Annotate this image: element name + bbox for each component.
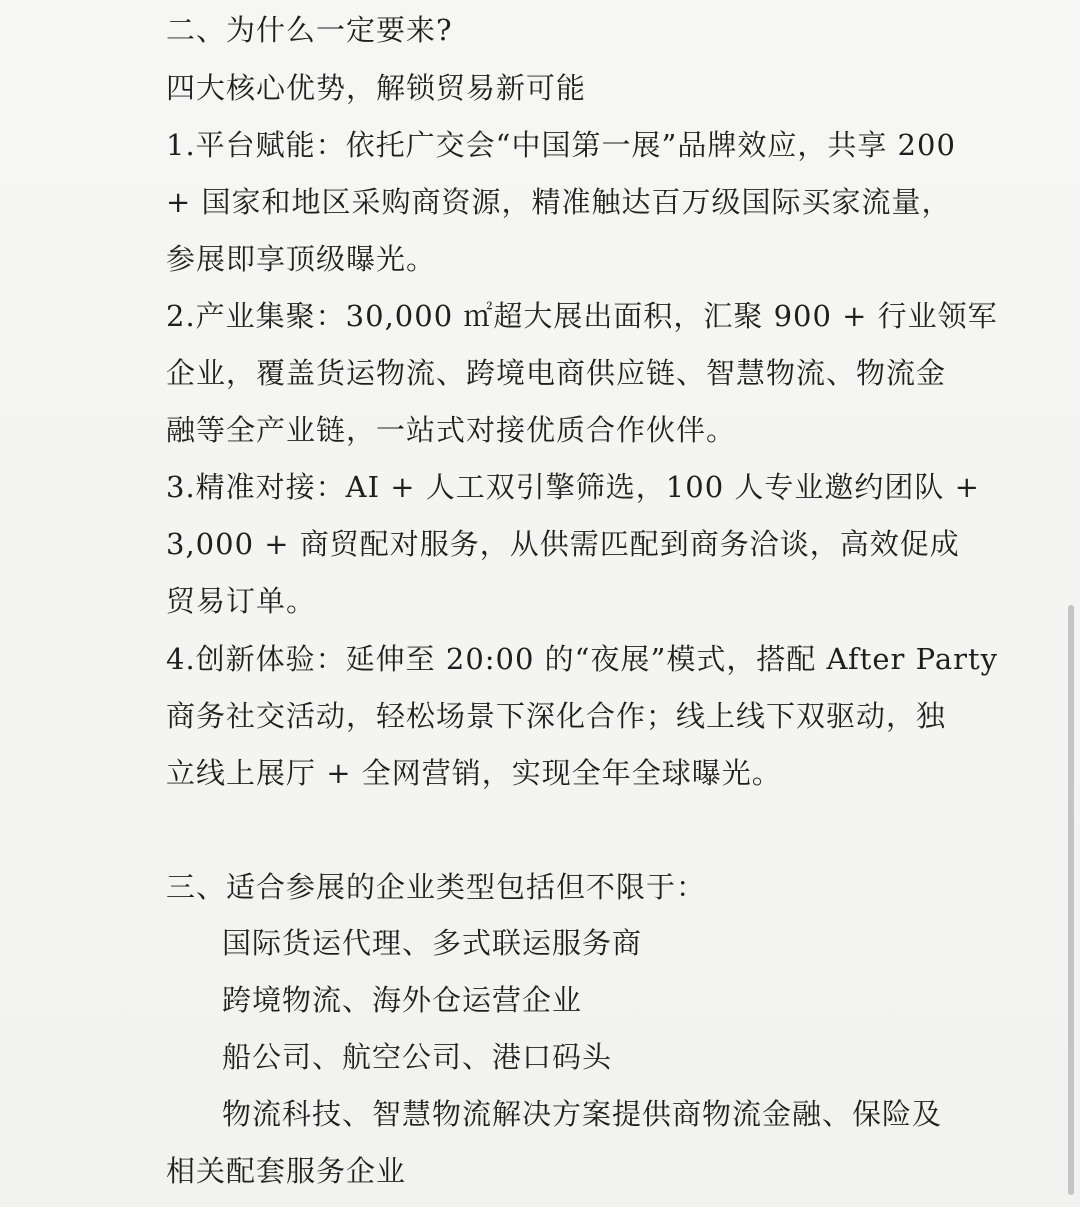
innovation-experience-line-2: 商务社交活动，轻松场景下深化合作；线上线下双驱动，独 — [166, 699, 947, 733]
industry-cluster-line-1: 2.产业集聚：30,000 ㎡超大展出面积，汇聚 900 + 行业领军 — [166, 299, 998, 333]
section-three-heading: 三、适合参展的企业类型包括但不限于： — [166, 870, 707, 904]
enterprise-type-item: 跨境物流、海外仓运营企业 — [222, 983, 583, 1017]
enterprise-type-item-continuation: 相关配套服务企业 — [166, 1154, 407, 1188]
enterprise-type-item: 国际货运代理、多式联运服务商 — [222, 926, 643, 960]
precise-matching-line-3: 贸易订单。 — [166, 584, 317, 618]
precise-matching-line-1: 3.精准对接：AI + 人工双引擎筛选，100 人专业邀约团队 + — [166, 470, 980, 504]
innovation-experience-line-1: 4.创新体验：延伸至 20:00 的“夜展”模式，搭配 After Party — [166, 642, 999, 676]
platform-empowerment-line-3: 参展即享顶级曝光。 — [166, 242, 437, 276]
precise-matching-line-2: 3,000 + 商贸配对服务，从供需匹配到商务洽谈，高效促成 — [166, 527, 960, 561]
enterprise-type-item: 物流科技、智慧物流解决方案提供商物流金融、保险及 — [222, 1097, 943, 1131]
vertical-scrollbar[interactable] — [1064, 0, 1080, 1207]
enterprise-type-item: 船公司、航空公司、港口码头 — [222, 1040, 613, 1074]
advantages-heading: 四大核心优势，解锁贸易新可能 — [166, 71, 587, 105]
innovation-experience-line-3: 立线上展厅 + 全网营销，实现全年全球曝光。 — [166, 756, 782, 790]
platform-empowerment-line-1: 1.平台赋能：依托广交会“中国第一展”品牌效应，共享 200 — [166, 128, 956, 162]
scrollbar-thumb[interactable] — [1068, 605, 1074, 1195]
section-two-heading: 二、为什么一定要来? — [166, 13, 453, 47]
platform-empowerment-line-2: + 国家和地区采购商资源，精准触达百万级国际买家流量， — [166, 185, 952, 219]
industry-cluster-line-3: 融等全产业链，一站式对接优质合作伙伴。 — [166, 413, 737, 447]
industry-cluster-line-2: 企业，覆盖货运物流、跨境电商供应链、智慧物流、物流金 — [166, 356, 947, 390]
